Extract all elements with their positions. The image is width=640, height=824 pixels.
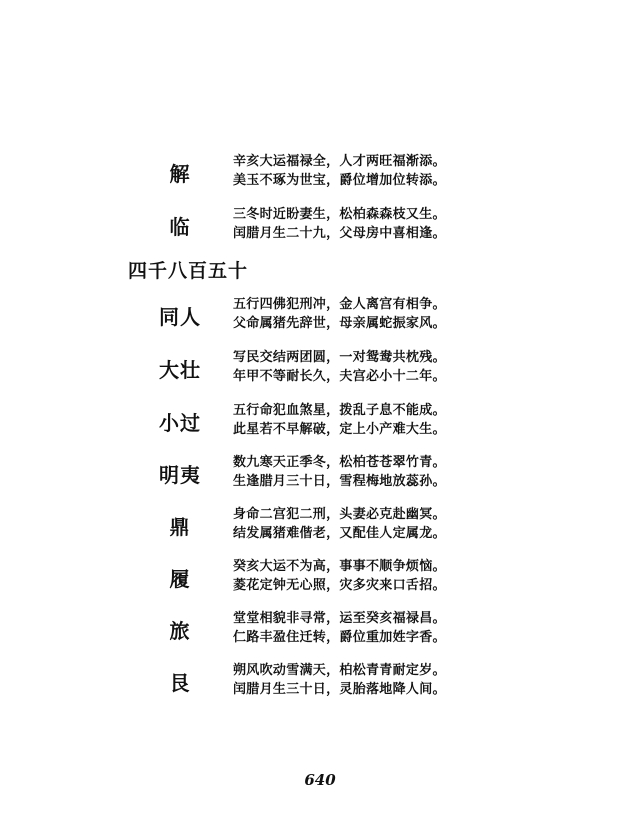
- entry-verses: [233, 505, 473, 543]
- entry-mingyi: [150, 453, 470, 493]
- entry-lv-travel: [150, 609, 470, 649]
- entry-verses: [233, 661, 473, 699]
- page-number: 640: [304, 771, 336, 789]
- entry-name: 小过: [159, 410, 201, 435]
- entry-name: 明夷: [159, 462, 201, 487]
- verse-line: 此星若不早解破，定上小产难大生。: [233, 422, 446, 437]
- verse-line: 五行命犯血煞星，拨乱子息不能成。: [233, 403, 446, 418]
- verse-line: 父命属猪先辞世，母亲属蛇振家风。: [233, 316, 446, 331]
- entry-gen: [150, 661, 470, 701]
- entry-name: 同人: [159, 304, 201, 329]
- entry-verses: [233, 609, 473, 647]
- verse-line: 菱花定钟无心照，灾多灾来口舌招。: [233, 578, 446, 593]
- entry-tongren: [150, 295, 470, 335]
- entry-xiaoguo: [150, 401, 470, 441]
- entry-verses: [233, 557, 473, 595]
- entry-name: 鼎: [169, 514, 191, 539]
- verse-line: 结发属猪难偕老，又配佳人定属龙。: [233, 526, 446, 541]
- entry-name: 艮: [169, 670, 191, 695]
- verse-line: 闰腊月生三十日，灵胎落地降人间。: [233, 682, 446, 697]
- verse-line: 癸亥大运不为高，事事不顺争烦恼。: [233, 559, 446, 574]
- entry-lv-lu: [150, 557, 470, 597]
- verse-line: 闰腊月生二十九，父母房中喜相逢。: [233, 226, 446, 241]
- entry-jie: [150, 152, 470, 192]
- entry-verses: [233, 205, 473, 243]
- verse-line: 五行四佛犯刑冲，金人离宫有相争。: [233, 297, 446, 312]
- verse-line: 生逢腊月三十日，雪程梅地放蕊孙。: [233, 474, 446, 489]
- verse-line: 辛亥大运福禄全，人才两旺福渐添。: [233, 154, 446, 169]
- entry-lin: [150, 205, 470, 245]
- entry-name: 解: [169, 161, 191, 186]
- entry-name: 临: [169, 214, 191, 239]
- verse-line: 年甲不等耐长久，夫宫必小十二年。: [233, 369, 446, 384]
- entry-dazhuang: [150, 348, 470, 388]
- verse-line: 三冬时近盼妻生，松柏森森枝又生。: [233, 207, 446, 222]
- verse-line: 身命二宫犯二刑，头妻必克赴幽冥。: [233, 507, 446, 522]
- entry-name: 旅: [169, 618, 191, 643]
- verse-line: 写民交结两团圆，一对鸳鸯共枕残。: [233, 350, 446, 365]
- verse-line: 朔风吹动雪满天，柏松青青耐定岁。: [233, 663, 446, 678]
- entry-verses: [233, 453, 473, 491]
- entry-ding: [150, 505, 470, 545]
- entry-name: 履: [169, 566, 191, 591]
- entry-name: 大壮: [159, 357, 201, 382]
- entry-verses: [233, 295, 473, 333]
- verse-line: 仁路丰盈住迁转，爵位重加姓字香。: [233, 630, 446, 645]
- verse-line: 堂堂相貌非寻常，运至癸亥福禄昌。: [233, 611, 446, 626]
- entry-verses: [233, 401, 473, 439]
- entry-verses: [233, 348, 473, 386]
- verse-line: 数九寒天正季冬，松柏苍苍翠竹青。: [233, 455, 446, 470]
- section-title: 四千八百五十: [128, 260, 249, 282]
- entry-verses: [233, 152, 473, 190]
- verse-line: 美玉不琢为世宝，爵位增加位转添。: [233, 173, 446, 188]
